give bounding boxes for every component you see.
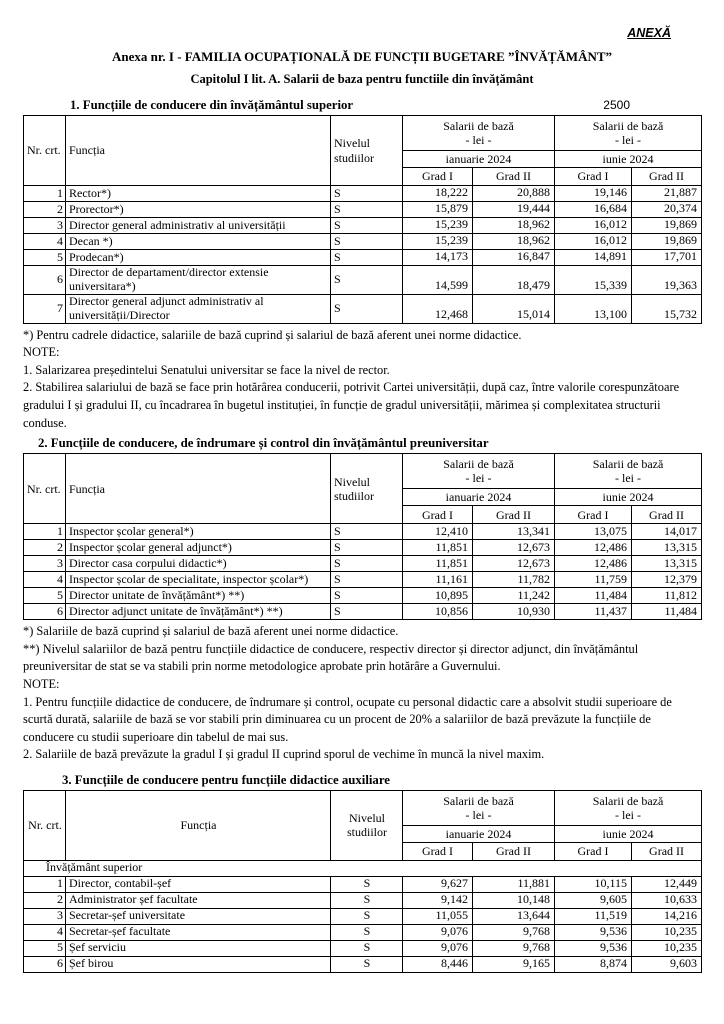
cell-nivel-studii: S: [331, 250, 403, 266]
col-header-grad-1: Grad I: [555, 168, 632, 186]
cell-salariu-2: 11,782: [473, 572, 555, 588]
col-header-grad-1: Grad I: [403, 506, 473, 524]
cell-salariu-3: 9,536: [555, 924, 632, 940]
cell-salariu-1: 12,468: [403, 294, 473, 323]
cell-salariu-3: 13,075: [555, 524, 632, 540]
cell-nivel-studii: S: [331, 202, 403, 218]
cell-salariu-3: 14,891: [555, 250, 632, 266]
cell-salariu-2: 12,673: [473, 556, 555, 572]
col-header-nr-crt: Nr. crt.: [24, 116, 66, 186]
cell-salariu-1: 12,410: [403, 524, 473, 540]
col-header-functia: Funcția: [66, 454, 331, 524]
cell-salariu-3: 16,684: [555, 202, 632, 218]
cell-functia: Director unitate de învățământ*) **): [66, 588, 331, 604]
cell-functia: Prodecan*): [66, 250, 331, 266]
note-text: 1. Pentru funcțiile didactice de conducere, de îndrumare și control, ocupate cu personal didactic care a absolvit studii superioare de scurtă durată, salariile de bază se vor stabili prin diminuarea cu un procent de 20% a salariilor de bază prevăzute la funcțiile de conducere cu studii superioare din tabelul de mai sus.: [23, 694, 672, 744]
cell-nr-crt: 4: [24, 572, 66, 588]
table-row: [24, 266, 702, 295]
table-row: [24, 940, 702, 956]
cell-functia: Director adjunct unitate de învățământ*) **): [66, 604, 331, 620]
cell-salariu-3: 10,115: [555, 876, 632, 892]
cell-salariu-4: 12,449: [632, 876, 702, 892]
cell-salariu-4: 15,732: [632, 294, 702, 323]
cell-salariu-4: 19,869: [632, 218, 702, 234]
note-text: 2. Salariile de bază prevăzute la gradul I și gradul II cuprind sporul de vechime în muncă la nivel maxim.: [23, 747, 545, 762]
cell-salariu-3: 11,484: [555, 588, 632, 604]
cell-salariu-4: 13,315: [632, 540, 702, 556]
cell-nr-crt: 5: [24, 588, 66, 604]
cell-functia: Administrator șef facultate: [66, 892, 331, 908]
table-conducere-didactice-auxiliare: [23, 790, 702, 973]
col-header-grad-1: Grad I: [555, 842, 632, 860]
col-header-ianuarie-2024: ianuarie 2024: [403, 489, 555, 506]
cell-salariu-1: 11,055: [403, 908, 473, 924]
col-group-salarii-iunie: Salarii de bază - lei -: [555, 454, 702, 489]
cell-nivel-studii: S: [331, 908, 403, 924]
table-row: [24, 294, 702, 323]
cell-functia: Secretar-șef facultate: [66, 924, 331, 940]
cell-salariu-1: 15,239: [403, 218, 473, 234]
cell-salariu-1: 14,599: [403, 266, 473, 295]
cell-salariu-3: 11,759: [555, 572, 632, 588]
table-row: [24, 876, 702, 892]
section-1-heading: [70, 98, 701, 113]
cell-salariu-2: 18,962: [473, 218, 555, 234]
cell-salariu-3: 19,146: [555, 186, 632, 202]
cell-salariu-2: 9,768: [473, 940, 555, 956]
cell-salariu-2: 11,242: [473, 588, 555, 604]
cell-salariu-1: 9,627: [403, 876, 473, 892]
cell-salariu-2: 12,673: [473, 540, 555, 556]
note-text: *) Salariile de bază cuprind și salariul de bază aferent unei norme didactice.: [23, 624, 399, 639]
section-1-title: 1. Funcțiile de conducere din învățământul superior: [70, 98, 354, 112]
col-header-grad-2: Grad II: [473, 842, 555, 860]
col-group-salarii-ianuarie: Salarii de bază - lei -: [403, 454, 555, 489]
page-number: 2500: [603, 98, 630, 112]
col-header-grad-1: Grad I: [555, 506, 632, 524]
document-subtitle: Capitolul I lit. A. Salarii de baza pentru functiile din învățământ: [190, 72, 534, 86]
section-3-title: 3. Funcțiile de conducere pentru funcțiile didactice auxiliare: [62, 772, 390, 787]
cell-functia: Șef serviciu: [66, 940, 331, 956]
cell-salariu-1: 9,076: [403, 940, 473, 956]
note-text: *) Pentru cadrele didactice, salariile de bază cuprind și salariul de bază aferent unei norme didactice.: [23, 327, 522, 342]
cell-salariu-4: 13,315: [632, 556, 702, 572]
document-title: Anexa nr. I - FAMILIA OCUPAȚIONALĂ DE FUNCȚII BUGETARE ”ÎNVĂȚĂMÂNT”: [111, 49, 613, 64]
cell-functia: Prorector*): [66, 202, 331, 218]
cell-functia: Director general administrativ al universității: [66, 218, 331, 234]
cell-salariu-1: 11,851: [403, 540, 473, 556]
table-row: [24, 218, 702, 234]
cell-nivel-studii: S: [331, 266, 403, 295]
section-2-notes: [23, 623, 701, 764]
cell-salariu-3: 16,012: [555, 218, 632, 234]
cell-salariu-4: 21,887: [632, 186, 702, 202]
cell-salariu-1: 9,142: [403, 892, 473, 908]
table-conducere-preuniversitar: [23, 453, 702, 620]
cell-functia: Șef birou: [66, 956, 331, 972]
col-header-nr-crt: Nr. crt.: [24, 454, 66, 524]
col-header-nivel-studii: Nivelul studiilor: [331, 454, 403, 524]
cell-salariu-4: 11,484: [632, 604, 702, 620]
cell-functia: Director de departament/director extensie universitara*): [66, 266, 331, 295]
cell-salariu-3: 12,486: [555, 540, 632, 556]
cell-nr-crt: 2: [24, 540, 66, 556]
cell-functia: Inspector școlar general*): [66, 524, 331, 540]
cell-functia: Rector*): [66, 186, 331, 202]
note-text: 1. Salarizarea președintelui Senatului universitar se face la nivel de rector.: [23, 362, 390, 377]
cell-nivel-studii: S: [331, 218, 403, 234]
cell-nivel-studii: S: [331, 876, 403, 892]
table-row: [24, 524, 702, 540]
cell-nr-crt: 5: [24, 940, 66, 956]
cell-nr-crt: 3: [24, 908, 66, 924]
cell-nivel-studii: S: [331, 940, 403, 956]
cell-nr-crt: 2: [24, 202, 66, 218]
cell-salariu-2: 13,644: [473, 908, 555, 924]
cell-functia: Director, contabil-șef: [66, 876, 331, 892]
cell-salariu-4: 14,216: [632, 908, 702, 924]
cell-nr-crt: 2: [24, 892, 66, 908]
cell-salariu-3: 11,519: [555, 908, 632, 924]
cell-salariu-4: 17,701: [632, 250, 702, 266]
cell-salariu-4: 20,374: [632, 202, 702, 218]
cell-salariu-4: 11,812: [632, 588, 702, 604]
section-3-heading: [62, 773, 701, 788]
table-row: [24, 556, 702, 572]
cell-nr-crt: 4: [24, 234, 66, 250]
col-header-ianuarie-2024: ianuarie 2024: [403, 151, 555, 168]
col-header-nivel-studii: Nivelul studiilor: [331, 790, 403, 860]
cell-salariu-2: 10,930: [473, 604, 555, 620]
cell-salariu-3: 11,437: [555, 604, 632, 620]
table-row: [24, 892, 702, 908]
cell-salariu-1: 11,851: [403, 556, 473, 572]
cell-nivel-studii: S: [331, 540, 403, 556]
cell-nivel-studii: S: [331, 588, 403, 604]
cell-salariu-1: 11,161: [403, 572, 473, 588]
col-header-nr-crt: Nr. crt.: [24, 790, 66, 860]
cell-salariu-2: 20,888: [473, 186, 555, 202]
cell-nr-crt: 3: [24, 218, 66, 234]
cell-salariu-3: 13,100: [555, 294, 632, 323]
table-row: [24, 186, 702, 202]
cell-salariu-3: 12,486: [555, 556, 632, 572]
col-header-grad-1: Grad I: [403, 842, 473, 860]
cell-nr-crt: 7: [24, 294, 66, 323]
cell-nivel-studii: S: [331, 294, 403, 323]
cell-salariu-4: 9,603: [632, 956, 702, 972]
cell-salariu-3: 9,536: [555, 940, 632, 956]
cell-functia: Decan *): [66, 234, 331, 250]
cell-salariu-2: 19,444: [473, 202, 555, 218]
section-1-notes: [23, 327, 701, 433]
col-header-iunie-2024: iunie 2024: [555, 489, 702, 506]
anexa-label: ANEXĂ: [627, 26, 671, 40]
cell-salariu-4: 10,235: [632, 940, 702, 956]
cell-salariu-2: 9,165: [473, 956, 555, 972]
col-header-grad-2: Grad II: [632, 506, 702, 524]
cell-salariu-4: 14,017: [632, 524, 702, 540]
col-header-ianuarie-2024: ianuarie 2024: [403, 825, 555, 842]
cell-nivel-studii: S: [331, 234, 403, 250]
cell-salariu-4: 19,869: [632, 234, 702, 250]
table-row: [24, 250, 702, 266]
cell-nivel-studii: S: [331, 924, 403, 940]
cell-salariu-2: 10,148: [473, 892, 555, 908]
col-header-functia: Funcția: [66, 116, 331, 186]
col-group-salarii-iunie: Salarii de bază - lei -: [555, 116, 702, 151]
col-header-iunie-2024: iunie 2024: [555, 825, 702, 842]
note-text: NOTE:: [23, 345, 60, 360]
cell-salariu-2: 15,014: [473, 294, 555, 323]
cell-nivel-studii: S: [331, 604, 403, 620]
cell-salariu-1: 15,239: [403, 234, 473, 250]
cell-nivel-studii: S: [331, 572, 403, 588]
cell-functia: Director general adjunct administrativ al universității/Director: [66, 294, 331, 323]
table-row: [24, 588, 702, 604]
cell-salariu-3: 16,012: [555, 234, 632, 250]
cell-salariu-2: 9,768: [473, 924, 555, 940]
cell-nr-crt: 6: [24, 266, 66, 295]
cell-salariu-1: 10,856: [403, 604, 473, 620]
cell-salariu-2: 16,847: [473, 250, 555, 266]
cell-salariu-3: 9,605: [555, 892, 632, 908]
table-row: [24, 572, 702, 588]
cell-functia: Inspector școlar de specialitate, inspector școlar*): [66, 572, 331, 588]
cell-nr-crt: 5: [24, 250, 66, 266]
table-group-label: Învățământ superior: [24, 860, 702, 876]
section-2-heading: [38, 436, 701, 451]
cell-nr-crt: 3: [24, 556, 66, 572]
col-header-grad-2: Grad II: [632, 842, 702, 860]
col-group-salarii-iunie: Salarii de bază - lei -: [555, 790, 702, 825]
col-header-functia: Funcția: [66, 790, 331, 860]
cell-salariu-2: 18,962: [473, 234, 555, 250]
table-row: [24, 924, 702, 940]
cell-salariu-4: 19,363: [632, 266, 702, 295]
cell-salariu-1: 18,222: [403, 186, 473, 202]
cell-nivel-studii: S: [331, 186, 403, 202]
table-row: [24, 604, 702, 620]
cell-salariu-2: 18,479: [473, 266, 555, 295]
col-header-grad-2: Grad II: [473, 168, 555, 186]
cell-nr-crt: 4: [24, 924, 66, 940]
cell-nr-crt: 6: [24, 604, 66, 620]
cell-nivel-studii: S: [331, 524, 403, 540]
table-row: [24, 202, 702, 218]
cell-nr-crt: 6: [24, 956, 66, 972]
cell-nr-crt: 1: [24, 186, 66, 202]
col-header-iunie-2024: iunie 2024: [555, 151, 702, 168]
table-group-row: [24, 860, 702, 876]
cell-functia: Director casa corpului didactic*): [66, 556, 331, 572]
note-text: 2. Stabilirea salariului de bază se face prin hotărârea conducerii, potrivit Cartei universității, după caz, între valorile corespunzătoare gradului I și gradului II, cu încadrarea în bugetul instituției, în funcție de gradul universității, mărimea și complexitatea structurii conduse.: [23, 380, 680, 430]
section-2-title: 2. Funcțiile de conducere, de îndrumare și control din învățământul preuniversitar: [38, 436, 489, 451]
cell-nr-crt: 1: [24, 524, 66, 540]
cell-salariu-4: 10,633: [632, 892, 702, 908]
cell-salariu-1: 8,446: [403, 956, 473, 972]
table-row: [24, 540, 702, 556]
cell-functia: Secretar-șef universitate: [66, 908, 331, 924]
col-header-nivel-studii: Nivelul studiilor: [331, 116, 403, 186]
col-header-grad-1: Grad I: [403, 168, 473, 186]
cell-salariu-3: 15,339: [555, 266, 632, 295]
col-group-salarii-ianuarie: Salarii de bază - lei -: [403, 116, 555, 151]
note-text: **) Nivelul salariilor de bază pentru funcțiile didactice de conducere, respectiv director și director adjunct, din învățământul preuniversitar de stat se va stabili prin norme metodologice aprobate prin hotărâre a Guvernului.: [23, 641, 639, 674]
cell-nivel-studii: S: [331, 956, 403, 972]
table-row: [24, 908, 702, 924]
cell-nivel-studii: S: [331, 892, 403, 908]
cell-functia: Inspector școlar general adjunct*): [66, 540, 331, 556]
cell-salariu-4: 12,379: [632, 572, 702, 588]
cell-salariu-1: 15,879: [403, 202, 473, 218]
note-text: NOTE:: [23, 676, 60, 691]
cell-salariu-2: 13,341: [473, 524, 555, 540]
cell-salariu-1: 10,895: [403, 588, 473, 604]
cell-salariu-2: 11,881: [473, 876, 555, 892]
cell-salariu-1: 14,173: [403, 250, 473, 266]
col-group-salarii-ianuarie: Salarii de bază - lei -: [403, 790, 555, 825]
cell-salariu-1: 9,076: [403, 924, 473, 940]
table-row: [24, 956, 702, 972]
col-header-grad-2: Grad II: [473, 506, 555, 524]
cell-salariu-3: 8,874: [555, 956, 632, 972]
cell-nr-crt: 1: [24, 876, 66, 892]
cell-nivel-studii: S: [331, 556, 403, 572]
col-header-grad-2: Grad II: [632, 168, 702, 186]
cell-salariu-4: 10,235: [632, 924, 702, 940]
table-conducere-invatamant-superior: [23, 115, 702, 324]
table-row: [24, 234, 702, 250]
